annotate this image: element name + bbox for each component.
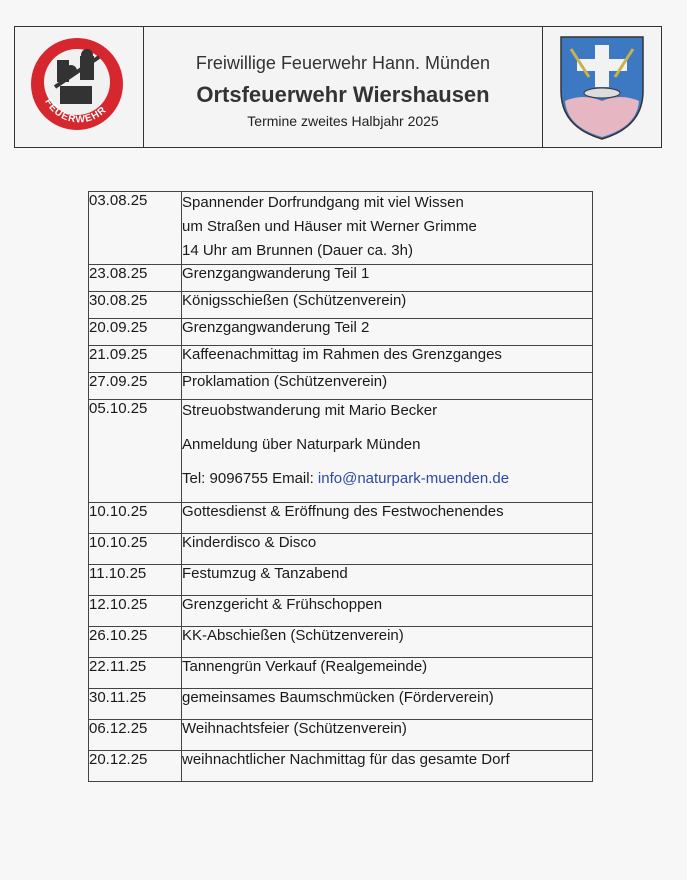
table-row: [89, 346, 593, 373]
coat-of-arms-icon: [543, 27, 661, 147]
table-row: [89, 689, 593, 720]
table-row: [89, 265, 593, 292]
table-row: [89, 192, 593, 265]
table-row: [89, 658, 593, 689]
event-date: 03.08.25: [89, 192, 182, 265]
table-row: [89, 373, 593, 400]
event-description: Grenzgericht & Frühschoppen: [182, 596, 593, 627]
event-date: 10.10.25: [89, 534, 182, 565]
contact-phone: Tel: 9096755 Email:: [182, 470, 318, 487]
event-date: 10.10.25: [89, 503, 182, 534]
firefighter-emblem-icon: [15, 27, 143, 147]
event-description: KK-Abschießen (Schützenverein): [182, 627, 593, 658]
event-description: Festumzug & Tanzabend: [182, 565, 593, 596]
event-date: 05.10.25: [89, 400, 182, 503]
event-description: weihnachtlicher Nachmittag für das gesamte Dorf: [182, 751, 593, 782]
email-link[interactable]: info@naturpark-muenden.de: [317, 470, 510, 487]
event-description: [182, 400, 593, 503]
event-line: Anmeldung über Naturpark Münden: [182, 436, 421, 453]
event-description: Tannengrün Verkauf (Realgemeinde): [182, 658, 593, 689]
org-name: Freiwillige Feuerwehr Hann. Münden: [195, 53, 491, 73]
event-date: 23.08.25: [89, 265, 182, 292]
table-row: [89, 292, 593, 319]
event-line: Spannender Dorfrundgang mit viel Wissen: [182, 194, 464, 211]
right-logo-cell: [542, 27, 661, 147]
event-description: Gottesdienst & Eröffnung des Festwochenendes: [182, 503, 593, 534]
table-row: [89, 400, 593, 503]
table-row: [89, 534, 593, 565]
event-description: Kinderdisco & Disco: [182, 534, 593, 565]
event-description: Kaffeenachmittag im Rahmen des Grenzganges: [182, 346, 593, 373]
table-row: [89, 319, 593, 346]
table-row: [89, 720, 593, 751]
event-contact-line: [182, 468, 592, 492]
left-logo-cell: [15, 27, 144, 147]
event-date: 20.12.25: [89, 751, 182, 782]
event-date: 30.11.25: [89, 689, 182, 720]
event-date: 26.10.25: [89, 627, 182, 658]
event-line: Streuobstwanderung mit Mario Becker: [182, 402, 438, 419]
title-block: [144, 27, 542, 147]
logo-text: FEUERWEHR: [42, 96, 110, 126]
event-description: Proklamation (Schützenverein): [182, 373, 593, 400]
event-date: 22.11.25: [89, 658, 182, 689]
event-date: 27.09.25: [89, 373, 182, 400]
unit-name: Ortsfeuerwehr Wiershausen: [196, 82, 490, 107]
event-date: 11.10.25: [89, 565, 182, 596]
table-row: [89, 596, 593, 627]
table-row: [89, 503, 593, 534]
subtitle: Termine zweites Halbjahr 2025: [247, 113, 439, 129]
table-row: [89, 627, 593, 658]
event-schedule-table: [88, 191, 593, 782]
event-description: Grenzgangwanderung Teil 1: [182, 265, 593, 292]
event-line: 14 Uhr am Brunnen (Dauer ca. 3h): [182, 242, 413, 259]
event-description: gemeinsames Baumschmücken (Förderverein): [182, 689, 593, 720]
table-row: [89, 751, 593, 782]
event-date: 21.09.25: [89, 346, 182, 373]
event-description: Königsschießen (Schützenverein): [182, 292, 593, 319]
event-date: 20.09.25: [89, 319, 182, 346]
event-date: 30.08.25: [89, 292, 182, 319]
event-line: um Straßen und Häuser mit Werner Grimme: [182, 218, 477, 235]
event-description: Weihnachtsfeier (Schützenverein): [182, 720, 593, 751]
table-row: [89, 565, 593, 596]
event-description: [182, 192, 593, 265]
event-date: 12.10.25: [89, 596, 182, 627]
event-description: Grenzgangwanderung Teil 2: [182, 319, 593, 346]
event-date: 06.12.25: [89, 720, 182, 751]
header-box: [14, 26, 662, 148]
